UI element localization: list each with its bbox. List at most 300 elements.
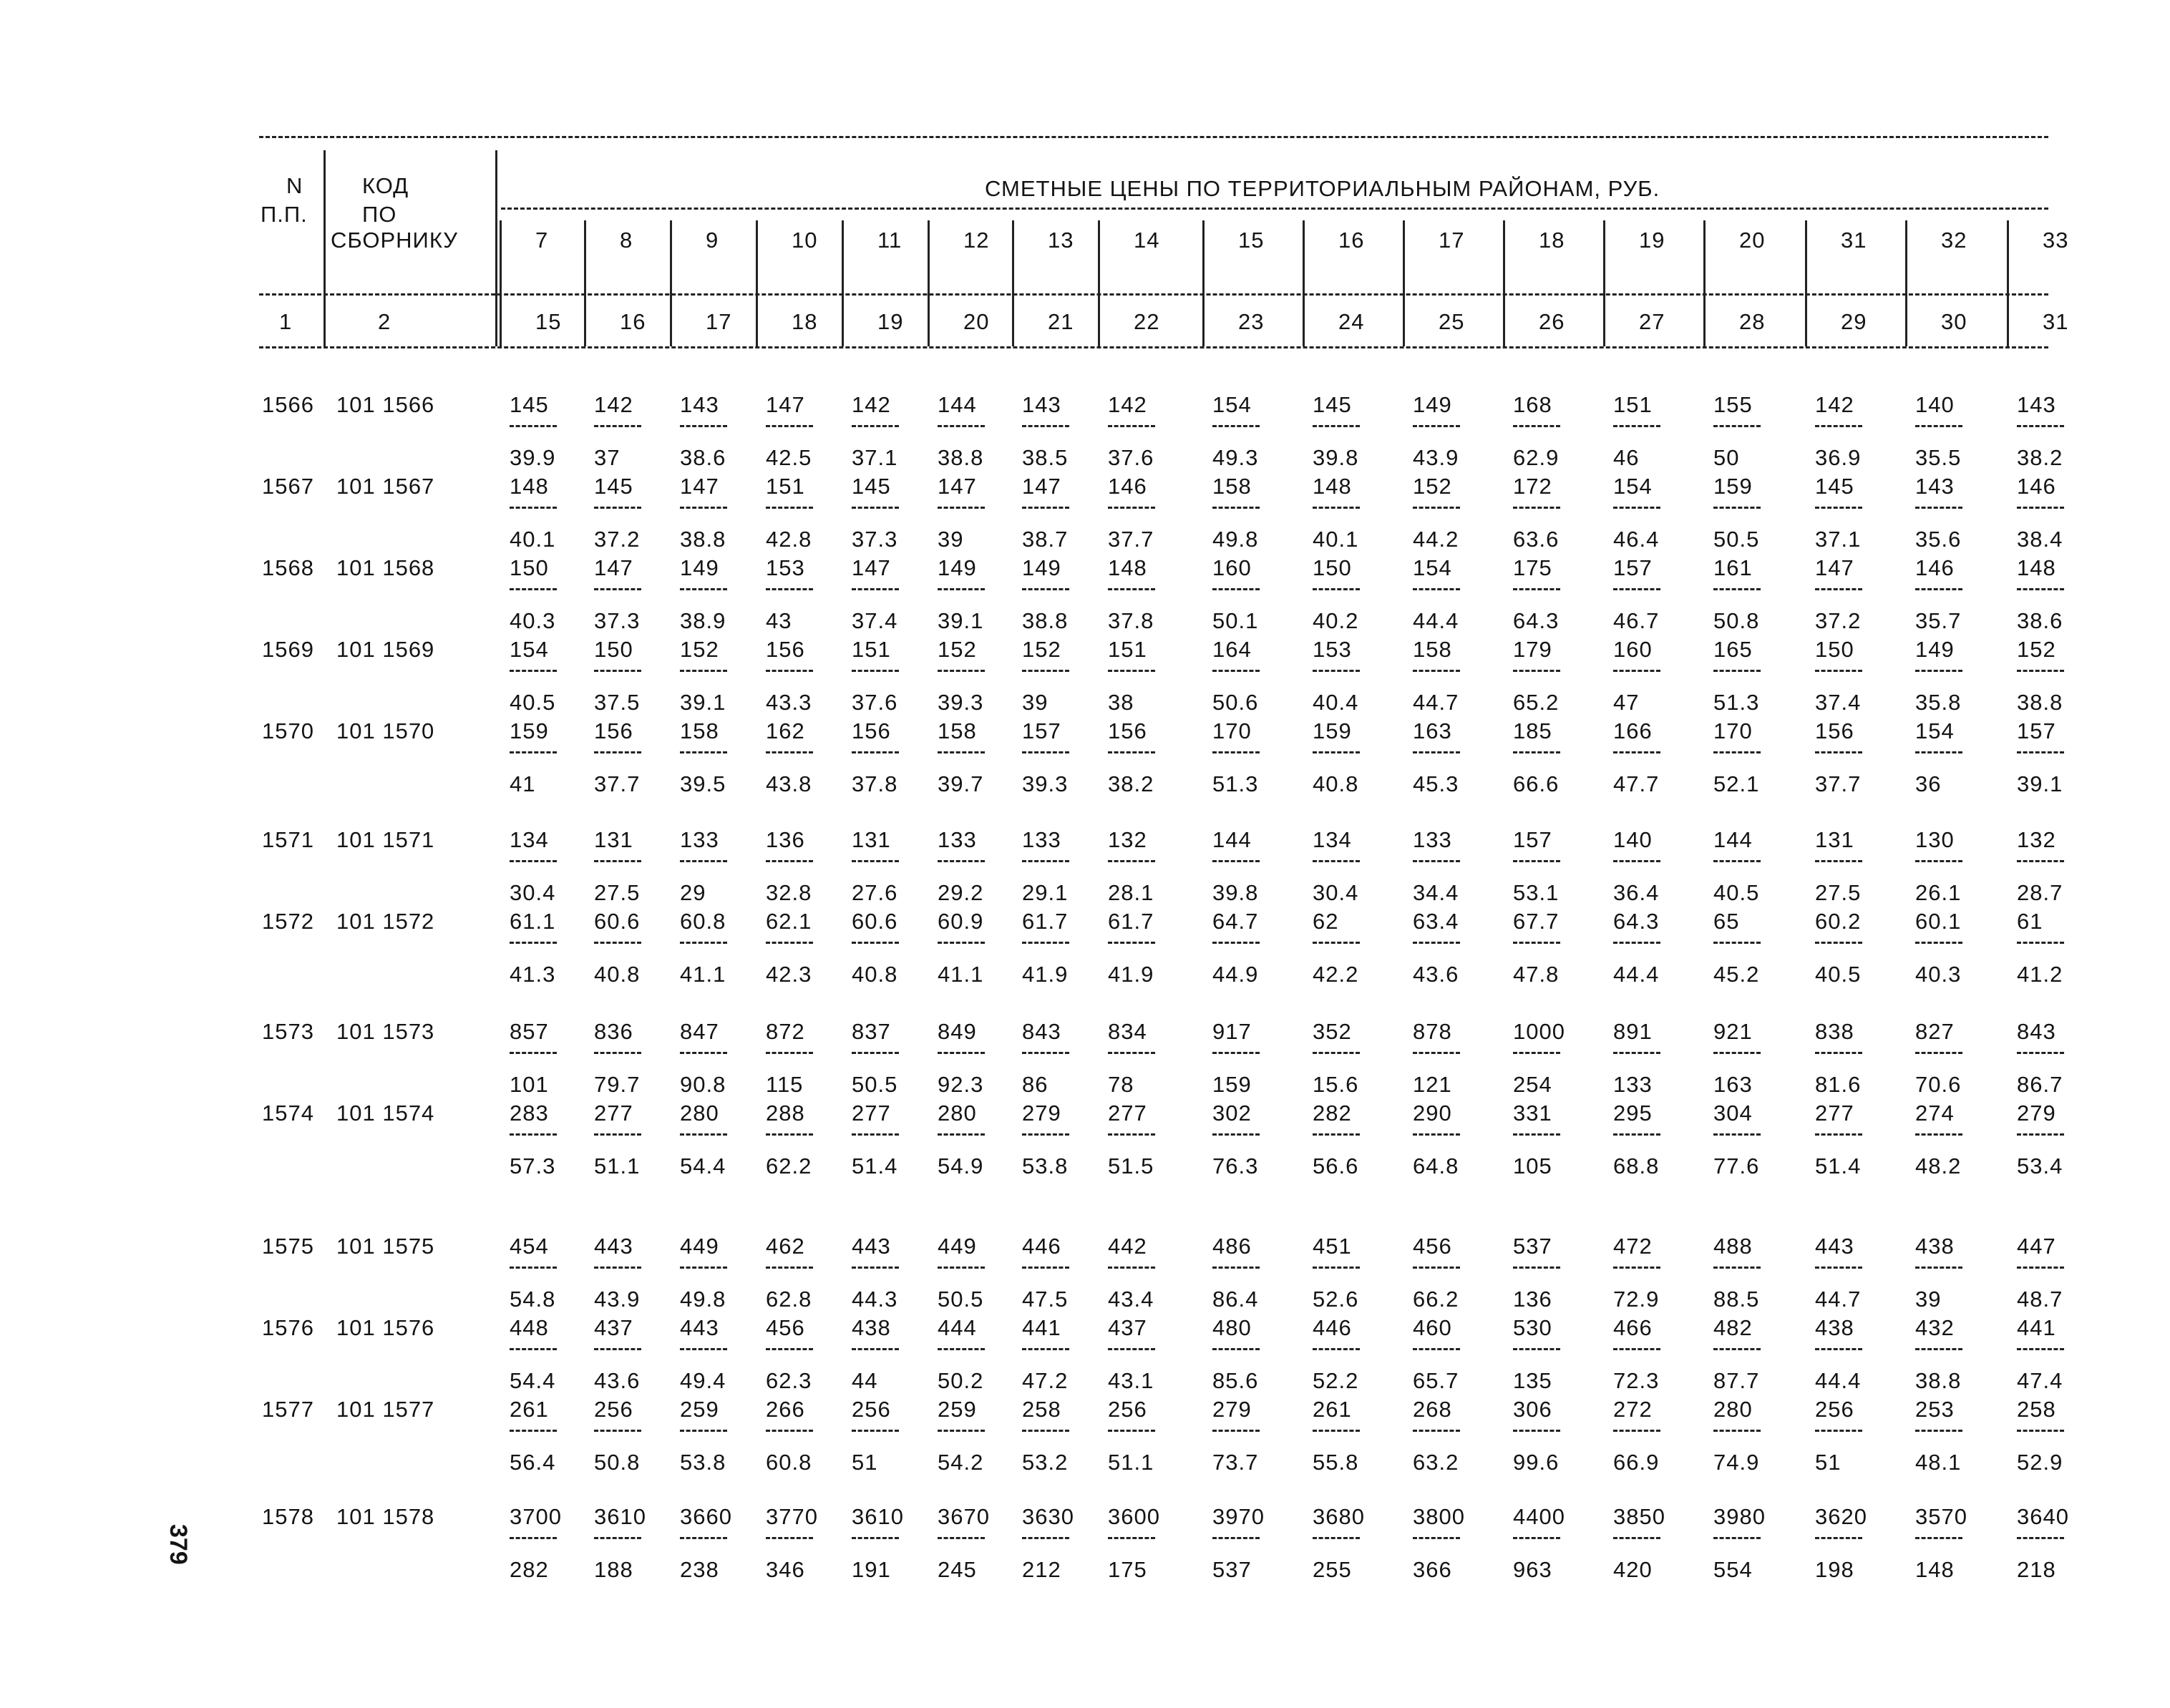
fraction-dash bbox=[1915, 1430, 1962, 1432]
price-total: 168 bbox=[1513, 392, 1552, 417]
district-column-separator bbox=[500, 220, 502, 346]
price-total: 3970 bbox=[1212, 1504, 1265, 1529]
price-wages: 47.2 bbox=[1022, 1368, 1069, 1393]
price-total: 150 bbox=[510, 555, 549, 580]
price-wages: 53.1 bbox=[1513, 880, 1560, 905]
price-total: 438 bbox=[1915, 1234, 1955, 1259]
price-total: 843 bbox=[2017, 1019, 2056, 1044]
fraction-dash bbox=[938, 1267, 985, 1269]
price-wages: 35.6 bbox=[1915, 527, 1962, 552]
fraction-dash bbox=[1815, 751, 1862, 753]
price-total: 132 bbox=[2017, 827, 2056, 852]
table-title: СМЕТНЫЕ ЦЕНЫ ПО ТЕРРИТОРИАЛЬНЫМ РАЙОНАМ, РУБ. bbox=[985, 176, 1660, 201]
price-total: 157 bbox=[1513, 827, 1552, 852]
price-total: 154 bbox=[1915, 718, 1955, 743]
fraction-dash bbox=[1022, 751, 1069, 753]
price-total: 3610 bbox=[594, 1504, 646, 1529]
fraction-dash bbox=[1613, 1267, 1660, 1269]
price-total: 152 bbox=[2017, 637, 2056, 662]
fraction-dash bbox=[766, 1052, 813, 1054]
price-total: 256 bbox=[1108, 1397, 1147, 1422]
price-wages: 92.3 bbox=[938, 1072, 984, 1097]
fraction-dash bbox=[1815, 670, 1862, 672]
fraction-dash bbox=[510, 1430, 557, 1432]
price-total: 306 bbox=[1513, 1397, 1552, 1422]
price-wages: 66.2 bbox=[1413, 1287, 1459, 1312]
column-index: 20 bbox=[963, 309, 990, 334]
column-index: 31 bbox=[2043, 309, 2069, 334]
district-header: 20 bbox=[1739, 228, 1766, 253]
fraction-dash bbox=[1815, 942, 1862, 944]
column-index: 19 bbox=[877, 309, 904, 334]
price-wages: 51 bbox=[1815, 1450, 1841, 1475]
price-total: 148 bbox=[2017, 555, 2056, 580]
fraction-dash bbox=[680, 1537, 727, 1539]
price-wages: 44.3 bbox=[852, 1287, 898, 1312]
row-number: 1577 bbox=[262, 1397, 314, 1422]
fraction-dash bbox=[1915, 1348, 1962, 1350]
fraction-dash bbox=[594, 1430, 641, 1432]
price-total: 145 bbox=[1313, 392, 1352, 417]
fraction-dash bbox=[1613, 942, 1660, 944]
price-total: 256 bbox=[852, 1397, 891, 1422]
price-total: 277 bbox=[852, 1101, 891, 1126]
price-total: 151 bbox=[1108, 637, 1147, 662]
price-total: 65 bbox=[1713, 909, 1740, 934]
fraction-dash bbox=[1815, 1348, 1862, 1350]
price-wages: 54.9 bbox=[938, 1153, 984, 1178]
fraction-dash bbox=[680, 425, 727, 427]
price-total: 282 bbox=[1313, 1101, 1352, 1126]
price-wages: 245 bbox=[938, 1557, 977, 1582]
price-wages: 35.5 bbox=[1915, 445, 1962, 470]
fraction-dash bbox=[594, 588, 641, 590]
fraction-dash bbox=[2017, 425, 2064, 427]
fraction-dash bbox=[938, 942, 985, 944]
fraction-dash bbox=[680, 1052, 727, 1054]
price-wages: 50.8 bbox=[1713, 608, 1760, 633]
price-total: 160 bbox=[1212, 555, 1252, 580]
fraction-dash bbox=[1613, 588, 1660, 590]
price-wages: 37.6 bbox=[852, 690, 898, 715]
price-wages: 45.3 bbox=[1413, 771, 1459, 796]
fraction-dash bbox=[510, 507, 557, 509]
fraction-dash bbox=[1212, 1052, 1260, 1054]
price-total: 837 bbox=[852, 1019, 891, 1044]
price-total: 454 bbox=[510, 1234, 549, 1259]
price-total: 872 bbox=[766, 1019, 805, 1044]
price-wages: 40.4 bbox=[1313, 690, 1359, 715]
fraction-dash bbox=[1513, 1348, 1560, 1350]
price-total: 131 bbox=[852, 827, 891, 852]
fraction-dash bbox=[1513, 1133, 1560, 1136]
district-column-separator bbox=[756, 220, 758, 346]
price-total: 131 bbox=[594, 827, 633, 852]
price-wages: 81.6 bbox=[1815, 1072, 1862, 1097]
fraction-dash bbox=[938, 507, 985, 509]
price-wages: 54.8 bbox=[510, 1287, 556, 1312]
price-wages: 212 bbox=[1022, 1557, 1061, 1582]
price-wages: 38.8 bbox=[2017, 690, 2063, 715]
price-total: 443 bbox=[852, 1234, 891, 1259]
fraction-dash bbox=[1915, 588, 1962, 590]
district-column-separator bbox=[1905, 220, 1907, 346]
price-wages: 30.4 bbox=[510, 880, 556, 905]
col-n-label: N bbox=[286, 173, 303, 198]
district-header: 13 bbox=[1048, 228, 1074, 253]
fraction-dash bbox=[594, 1267, 641, 1269]
price-wages: 39.9 bbox=[510, 445, 556, 470]
fraction-dash bbox=[2017, 1348, 2064, 1350]
price-wages: 42.8 bbox=[766, 527, 812, 552]
column-index: 25 bbox=[1439, 309, 1465, 334]
price-total: 4400 bbox=[1513, 1504, 1565, 1529]
price-wages: 77.6 bbox=[1713, 1153, 1760, 1178]
price-wages: 39.3 bbox=[1022, 771, 1069, 796]
price-wages: 101 bbox=[510, 1072, 549, 1097]
fraction-dash bbox=[1108, 1267, 1155, 1269]
price-wages: 37.5 bbox=[594, 690, 641, 715]
price-total: 441 bbox=[2017, 1315, 2056, 1340]
fraction-dash bbox=[2017, 588, 2064, 590]
row-code: 101 1569 bbox=[336, 637, 435, 662]
fraction-dash bbox=[510, 1133, 557, 1136]
price-total: 63.4 bbox=[1413, 909, 1459, 934]
price-wages: 44.4 bbox=[1815, 1368, 1862, 1393]
fraction-dash bbox=[1108, 1052, 1155, 1054]
price-total: 154 bbox=[510, 637, 549, 662]
price-wages: 70.6 bbox=[1915, 1072, 1962, 1097]
price-wages: 76.3 bbox=[1212, 1153, 1259, 1178]
fraction-dash bbox=[1513, 670, 1560, 672]
column-index: 28 bbox=[1739, 309, 1766, 334]
price-wages: 40.3 bbox=[1915, 962, 1962, 987]
price-total: 133 bbox=[1022, 827, 1061, 852]
price-total: 3660 bbox=[680, 1504, 732, 1529]
district-header: 17 bbox=[1439, 228, 1465, 253]
price-total: 283 bbox=[510, 1101, 549, 1126]
price-wages: 50.5 bbox=[852, 1072, 898, 1097]
price-total: 3600 bbox=[1108, 1504, 1160, 1529]
price-wages: 40.5 bbox=[1815, 962, 1862, 987]
price-wages: 39.1 bbox=[938, 608, 984, 633]
header-vline-2 bbox=[495, 150, 497, 346]
price-wages: 39.1 bbox=[2017, 771, 2063, 796]
price-total: 158 bbox=[1212, 474, 1252, 499]
price-total: 488 bbox=[1713, 1234, 1753, 1259]
fraction-dash bbox=[1212, 1348, 1260, 1350]
price-wages: 121 bbox=[1413, 1072, 1452, 1097]
price-wages: 63.2 bbox=[1413, 1450, 1459, 1475]
price-total: 158 bbox=[680, 718, 719, 743]
price-wages: 35.8 bbox=[1915, 690, 1962, 715]
price-total: 143 bbox=[2017, 392, 2056, 417]
price-total: 441 bbox=[1022, 1315, 1061, 1340]
price-wages: 56.4 bbox=[510, 1450, 556, 1475]
fraction-dash bbox=[680, 670, 727, 672]
district-header: 12 bbox=[963, 228, 990, 253]
col-po-label: ПО bbox=[362, 202, 397, 227]
price-total: 147 bbox=[1022, 474, 1061, 499]
district-column-separator bbox=[1703, 220, 1706, 346]
price-total: 156 bbox=[1815, 718, 1854, 743]
fraction-dash bbox=[1915, 1052, 1962, 1054]
fraction-dash bbox=[1713, 1430, 1761, 1432]
district-header: 14 bbox=[1134, 228, 1160, 253]
price-total: 172 bbox=[1513, 474, 1552, 499]
fraction-dash bbox=[1313, 1348, 1360, 1350]
price-wages: 29 bbox=[680, 880, 706, 905]
row-code: 101 1568 bbox=[336, 555, 435, 580]
price-wages: 105 bbox=[1513, 1153, 1552, 1178]
price-total: 157 bbox=[1022, 718, 1061, 743]
fraction-dash bbox=[1915, 942, 1962, 944]
price-wages: 238 bbox=[680, 1557, 719, 1582]
price-total: 280 bbox=[938, 1101, 977, 1126]
price-total: 857 bbox=[510, 1019, 549, 1044]
fraction-dash bbox=[1212, 670, 1260, 672]
price-wages: 34.4 bbox=[1413, 880, 1459, 905]
price-wages: 47.7 bbox=[1613, 771, 1660, 796]
fraction-dash bbox=[1713, 942, 1761, 944]
price-total: 157 bbox=[2017, 718, 2056, 743]
price-wages: 29.2 bbox=[938, 880, 984, 905]
row-number: 1567 bbox=[262, 474, 314, 499]
price-total: 140 bbox=[1915, 392, 1955, 417]
fraction-dash bbox=[852, 670, 899, 672]
fraction-dash bbox=[938, 588, 985, 590]
price-total: 161 bbox=[1713, 555, 1753, 580]
row-number: 1566 bbox=[262, 392, 314, 417]
price-wages: 99.6 bbox=[1513, 1450, 1560, 1475]
price-wages: 42.5 bbox=[766, 445, 812, 470]
price-total: 449 bbox=[680, 1234, 719, 1259]
price-wages: 74.9 bbox=[1713, 1450, 1760, 1475]
fraction-dash bbox=[680, 507, 727, 509]
price-wages: 53.8 bbox=[1022, 1153, 1069, 1178]
fraction-dash bbox=[1313, 860, 1360, 862]
price-total: 134 bbox=[1313, 827, 1352, 852]
price-wages: 49.3 bbox=[1212, 445, 1259, 470]
price-total: 140 bbox=[1613, 827, 1653, 852]
price-wages: 41.9 bbox=[1022, 962, 1069, 987]
price-wages: 41.1 bbox=[938, 962, 984, 987]
fraction-dash bbox=[680, 942, 727, 944]
fraction-dash bbox=[1313, 1267, 1360, 1269]
price-wages: 37.7 bbox=[594, 771, 641, 796]
price-wages: 43.3 bbox=[766, 690, 812, 715]
fraction-dash bbox=[1815, 1430, 1862, 1432]
fraction-dash bbox=[594, 1537, 641, 1539]
price-total: 302 bbox=[1212, 1101, 1252, 1126]
fraction-dash bbox=[852, 1267, 899, 1269]
price-total: 151 bbox=[766, 474, 805, 499]
district-column-separator bbox=[584, 220, 586, 346]
price-total: 154 bbox=[1212, 392, 1252, 417]
fraction-dash bbox=[680, 1133, 727, 1136]
price-total: 132 bbox=[1108, 827, 1147, 852]
fraction-dash bbox=[1613, 1052, 1660, 1054]
price-wages: 49.4 bbox=[680, 1368, 726, 1393]
price-total: 256 bbox=[1815, 1397, 1854, 1422]
price-wages: 37 bbox=[594, 445, 621, 470]
price-total: 159 bbox=[510, 718, 549, 743]
top-rule bbox=[259, 136, 2048, 138]
fraction-dash bbox=[1815, 1267, 1862, 1269]
price-wages: 86 bbox=[1022, 1072, 1048, 1097]
price-total: 266 bbox=[766, 1397, 805, 1422]
fraction-dash bbox=[1915, 751, 1962, 753]
price-total: 160 bbox=[1613, 637, 1653, 662]
price-wages: 51.1 bbox=[1108, 1450, 1154, 1475]
price-wages: 62.8 bbox=[766, 1287, 812, 1312]
fraction-dash bbox=[2017, 1052, 2064, 1054]
price-total: 143 bbox=[1022, 392, 1061, 417]
index-col-1: 1 bbox=[279, 309, 293, 334]
price-total: 3700 bbox=[510, 1504, 562, 1529]
row-code: 101 1566 bbox=[336, 392, 435, 417]
fraction-dash bbox=[1313, 751, 1360, 753]
column-index: 15 bbox=[535, 309, 562, 334]
price-total: 162 bbox=[766, 718, 805, 743]
price-total: 148 bbox=[1108, 555, 1147, 580]
fraction-dash bbox=[1212, 1430, 1260, 1432]
district-header: 16 bbox=[1338, 228, 1365, 253]
fraction-dash bbox=[1108, 1133, 1155, 1136]
price-total: 61.7 bbox=[1108, 909, 1154, 934]
fraction-dash bbox=[1815, 860, 1862, 862]
fraction-dash bbox=[1513, 507, 1560, 509]
price-total: 142 bbox=[1815, 392, 1854, 417]
price-total: 166 bbox=[1613, 718, 1653, 743]
price-wages: 38 bbox=[1108, 690, 1134, 715]
price-total: 136 bbox=[766, 827, 805, 852]
price-total: 3770 bbox=[766, 1504, 818, 1529]
price-wages: 36.4 bbox=[1613, 880, 1660, 905]
price-wages: 44.4 bbox=[1613, 962, 1660, 987]
fraction-dash bbox=[1212, 860, 1260, 862]
price-wages: 64.8 bbox=[1413, 1153, 1459, 1178]
header-bottom-rule bbox=[259, 346, 2048, 348]
row-code: 101 1571 bbox=[336, 827, 435, 852]
fraction-dash bbox=[1915, 670, 1962, 672]
fraction-dash bbox=[1613, 670, 1660, 672]
price-total: 456 bbox=[1413, 1234, 1452, 1259]
price-total: 170 bbox=[1713, 718, 1753, 743]
district-header: 33 bbox=[2043, 228, 2069, 253]
price-total: 61.7 bbox=[1022, 909, 1069, 934]
price-total: 143 bbox=[1915, 474, 1955, 499]
price-total: 290 bbox=[1413, 1101, 1452, 1126]
fraction-dash bbox=[1613, 425, 1660, 427]
price-wages: 537 bbox=[1212, 1557, 1252, 1582]
price-wages: 88.5 bbox=[1713, 1287, 1760, 1312]
fraction-dash bbox=[766, 1133, 813, 1136]
price-total: 3570 bbox=[1915, 1504, 1967, 1529]
price-wages: 68.8 bbox=[1613, 1153, 1660, 1178]
price-total: 259 bbox=[680, 1397, 719, 1422]
district-column-separator bbox=[1012, 220, 1014, 346]
price-total: 277 bbox=[1108, 1101, 1147, 1126]
row-code: 101 1573 bbox=[336, 1019, 435, 1044]
price-wages: 51 bbox=[852, 1450, 878, 1475]
district-column-separator bbox=[1303, 220, 1305, 346]
district-header: 19 bbox=[1639, 228, 1665, 253]
price-wages: 133 bbox=[1613, 1072, 1653, 1097]
price-total: 261 bbox=[510, 1397, 549, 1422]
price-total: 849 bbox=[938, 1019, 977, 1044]
price-total: 153 bbox=[1313, 637, 1352, 662]
price-wages: 191 bbox=[852, 1557, 891, 1582]
price-total: 917 bbox=[1212, 1019, 1252, 1044]
price-total: 131 bbox=[1815, 827, 1854, 852]
price-wages: 50 bbox=[1713, 445, 1740, 470]
fraction-dash bbox=[852, 1052, 899, 1054]
fraction-dash bbox=[2017, 1430, 2064, 1432]
fraction-dash bbox=[766, 670, 813, 672]
price-wages: 45.2 bbox=[1713, 962, 1760, 987]
fraction-dash bbox=[852, 425, 899, 427]
price-total: 460 bbox=[1413, 1315, 1452, 1340]
fraction-dash bbox=[938, 670, 985, 672]
fraction-dash bbox=[1815, 1133, 1862, 1136]
fraction-dash bbox=[766, 860, 813, 862]
price-wages: 49.8 bbox=[1212, 527, 1259, 552]
price-wages: 44.9 bbox=[1212, 962, 1259, 987]
fraction-dash bbox=[1413, 1133, 1460, 1136]
fraction-dash bbox=[852, 860, 899, 862]
fraction-dash bbox=[1513, 588, 1560, 590]
price-total: 163 bbox=[1413, 718, 1452, 743]
fraction-dash bbox=[1915, 860, 1962, 862]
fraction-dash bbox=[1815, 425, 1862, 427]
price-total: 3670 bbox=[938, 1504, 990, 1529]
fraction-dash bbox=[594, 1052, 641, 1054]
price-total: 62 bbox=[1313, 909, 1339, 934]
fraction-dash bbox=[510, 425, 557, 427]
price-wages: 38.6 bbox=[2017, 608, 2063, 633]
price-wages: 37.4 bbox=[852, 608, 898, 633]
price-total: 258 bbox=[2017, 1397, 2056, 1422]
price-total: 165 bbox=[1713, 637, 1753, 662]
price-wages: 37.4 bbox=[1815, 690, 1862, 715]
price-wages: 38.8 bbox=[680, 527, 726, 552]
price-total: 847 bbox=[680, 1019, 719, 1044]
fraction-dash bbox=[2017, 1267, 2064, 1269]
fraction-dash bbox=[1513, 1537, 1560, 1539]
fraction-dash bbox=[1022, 1537, 1069, 1539]
price-total: 443 bbox=[680, 1315, 719, 1340]
district-rule bbox=[501, 208, 2048, 210]
fraction-dash bbox=[1413, 588, 1460, 590]
price-wages: 27.5 bbox=[1815, 880, 1862, 905]
price-wages: 86.4 bbox=[1212, 1287, 1259, 1312]
price-total: 843 bbox=[1022, 1019, 1061, 1044]
price-total: 152 bbox=[1413, 474, 1452, 499]
price-total: 253 bbox=[1915, 1397, 1955, 1422]
price-wages: 40.5 bbox=[510, 690, 556, 715]
price-wages: 30.4 bbox=[1313, 880, 1359, 905]
fraction-dash bbox=[938, 1133, 985, 1136]
row-code: 101 1577 bbox=[336, 1397, 435, 1422]
fraction-dash bbox=[1915, 1537, 1962, 1539]
fraction-dash bbox=[766, 1430, 813, 1432]
fraction-dash bbox=[1413, 1267, 1460, 1269]
fraction-dash bbox=[594, 751, 641, 753]
price-wages: 46.7 bbox=[1613, 608, 1660, 633]
district-header: 18 bbox=[1539, 228, 1565, 253]
price-wages: 56.6 bbox=[1313, 1153, 1359, 1178]
